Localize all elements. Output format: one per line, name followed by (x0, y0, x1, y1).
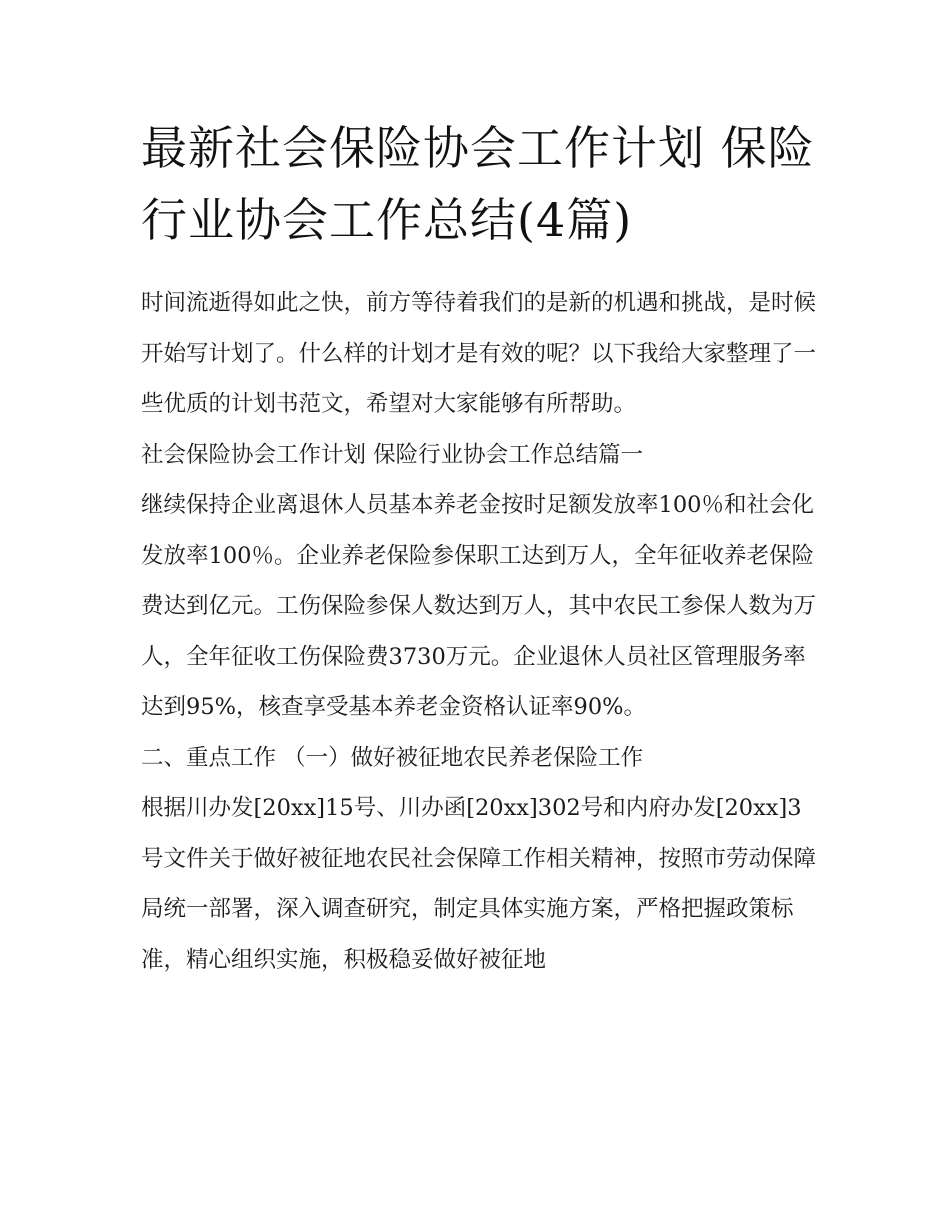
document-paragraphs (141, 278, 816, 985)
document-title: 最新社会保险协会工作计划 保险行业协会工作总结(4篇) (141, 121, 815, 247)
section-heading: 社会保险协会工作计划 保险行业协会工作总结篇一 (141, 441, 644, 468)
document-body (141, 112, 816, 985)
subsection-heading: 二、重点工作 （一）做好被征地农民养老保险工作 (141, 744, 644, 771)
intro-paragraph: 时间流逝得如此之快，前方等待着我们的是新的机遇和挑战，是时候开始写计划了。什么样的计划才是有效的呢？以下我给大家整理了一些优质的计划书范文，希望对大家能够有所帮助。 (141, 290, 817, 417)
body-paragraph: 继续保持企业离退休人员基本养老金按时足额发放率100％和社会化发放率100％。企业养老保险参保职工达到万人，全年征收养老保险费达到亿元。工伤保险参保人数达到万人，其中农民工参保人数为万人，全年征收工伤保险费3730万元。企业退休人员社区管理服务率达到95%，核查享受基本养老金资格认证率90%。 (141, 492, 817, 720)
body-paragraph: 根据川办发[20xx]15号、川办函[20xx]302号和内府办发[20xx]3号文件关于做好被征地农民社会保障工作相关精神，按照市劳动保障局统一部署，深入调查研究，制定具体实施方案，严格把握政策标准，精心组织实施，积极稳妥做好被征地 (141, 795, 817, 973)
